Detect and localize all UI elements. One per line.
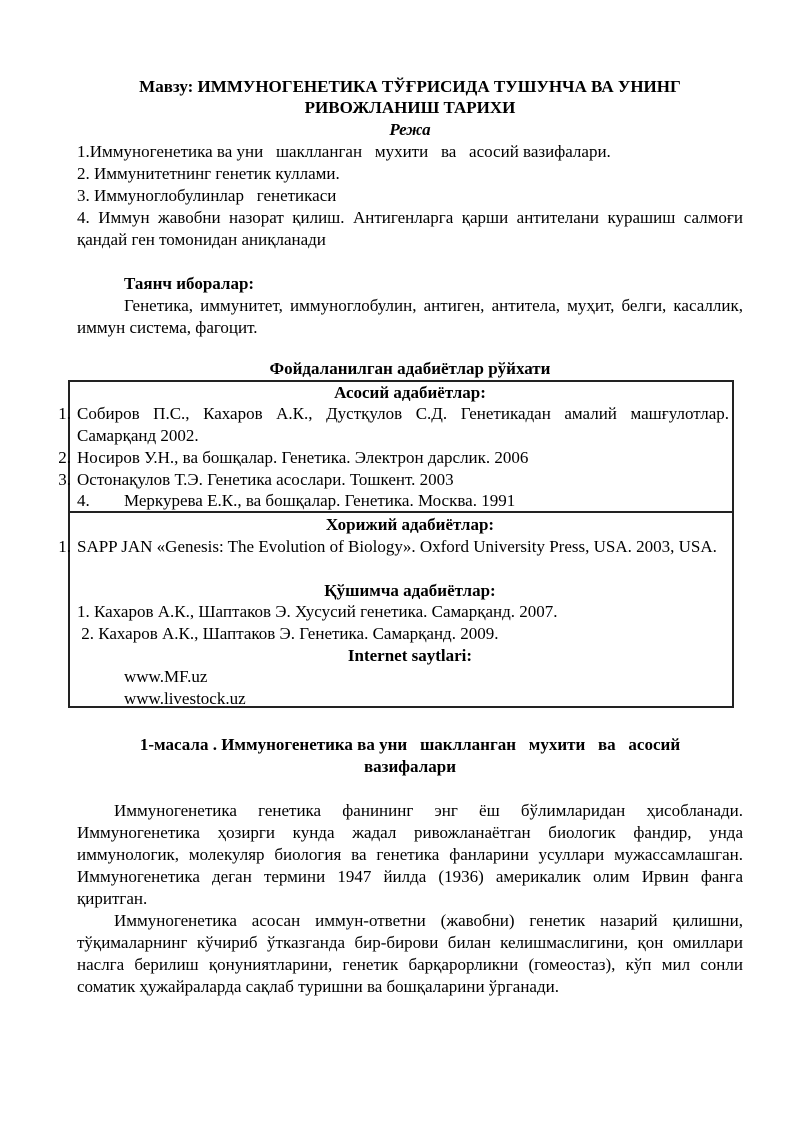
title-line-2: РИВОЖЛАНИШ ТАРИХИ: [304, 98, 516, 117]
paragraph-1: Иммуногенетика генетика фанининг энг ёш бўлимларидан ҳисобланади. Иммуногенетика ҳозирги кунда жадал ривожланаётган биологик фандир, унда иммунологик, молекуляр биология ва генетика фанларини усуллари мужассамлашган. Иммуногенетика деган термини 1947 йилда (1936) америкалик олим Ирвин фанга қиритган.: [77, 801, 743, 908]
ref-number: 1.: [58, 537, 71, 556]
extra-ref-2: 2. Кахаров А.К., Шаптаков Э. Генетика. Самарқанд. 2009.: [77, 624, 499, 643]
ref-number: 4.: [77, 491, 90, 510]
main-ref-4: [77, 490, 729, 512]
section-1-body: [77, 800, 743, 998]
main-ref-3: [58, 469, 729, 491]
ref-number: 1.: [58, 404, 71, 423]
ref-text: Носиров У.Н., ва бошқалар. Генетика. Электрон дарслик. 2006: [77, 448, 529, 467]
ref-text: SAPP JAN «Genesis: The Evolution of Biology». Oxford University Press, USA. 2003, USA.: [77, 537, 717, 556]
main-literature-heading: Асосий адабиётлар:: [334, 383, 486, 402]
internet-site-2[interactable]: www.livestock.uz: [124, 689, 246, 708]
plan-item-4: 4. Иммун жавобни назорат қилиш. Антигенларга қарши антителани курашиш салмоғи қандай ген томонидан аниқланади: [77, 208, 743, 249]
ref-text: Остонақулов Т.Э. Генетика асослари. Тошкент. 2003: [77, 470, 454, 489]
document-title: [77, 76, 743, 118]
extra-literature-heading: Қўшимча адабиётлар:: [324, 581, 496, 600]
keywords-text: Генетика, иммунитет, иммуноглобулин, антиген, антитела, муҳит, белги, касаллик, иммун система, фагоцит.: [77, 296, 743, 337]
main-ref-2: [58, 447, 729, 469]
foreign-ref-1: [58, 536, 729, 558]
ref-text: Меркурева Е.К., ва бошқалар. Генетика. Москва. 1991: [124, 491, 516, 510]
section-1-heading-line-2: вазифалари: [363, 757, 456, 776]
document-top: [77, 76, 743, 251]
main-ref-1: [58, 403, 729, 447]
section-1-heading-line-1: 1-масала . Иммуногенетика ва уни шаклланган мухити ва асосий: [139, 735, 681, 754]
ref-number: 3.: [58, 470, 71, 489]
plan-item-3: 3. Иммуноглобулинлар генетикаси: [77, 186, 337, 205]
ref-number: 2.: [58, 448, 71, 467]
title-line-1: Мавзу: ИММУНОГЕНЕТИКА ТЎҒРИСИДА ТУШУНЧА ВА УНИНГ: [139, 77, 681, 96]
internet-sites-heading: Internet saytlari:: [347, 646, 473, 665]
ref-text: Собиров П.С., Кахаров А.К., Дустқулов С.Д. Генетикадан амалий машғулотлар. Самарқанд 2002.: [77, 404, 729, 445]
extra-ref-1: 1. Кахаров А.К., Шаптаков Э. Хусусий генетика. Самарқанд. 2007.: [77, 602, 558, 621]
plan-heading: Режа: [389, 120, 431, 139]
plan-item-2: 2. Иммунитетнинг генетик куллами.: [77, 164, 340, 183]
references-heading: Фойдаланилган адабиётлар рўйхати: [269, 359, 551, 378]
paragraph-2: Иммуногенетика асосан иммун-ответни (жавобни) генетик назарий қилишни, тўқималарнинг кўчириб ўтказганда бир-бирови билан келишмаслигини, қон омиллари наслга берилиш қонуниятларини, генетик барқарорликни (гомеостаз), кўп мил сонли соматик ҳужайраларда сақлаб туришни ва бошқаларини ўрганади.: [77, 911, 743, 996]
keywords-heading: Таянч иборалар:: [124, 274, 255, 293]
foreign-literature-heading: Хорижий адабиётлар:: [325, 515, 495, 534]
internet-site-1[interactable]: www.MF.uz: [124, 667, 208, 686]
keywords-section: [77, 273, 743, 339]
plan-item-1: 1.Иммуногенетика ва уни шаклланган мухити ва асосий вазифалари.: [77, 142, 611, 161]
